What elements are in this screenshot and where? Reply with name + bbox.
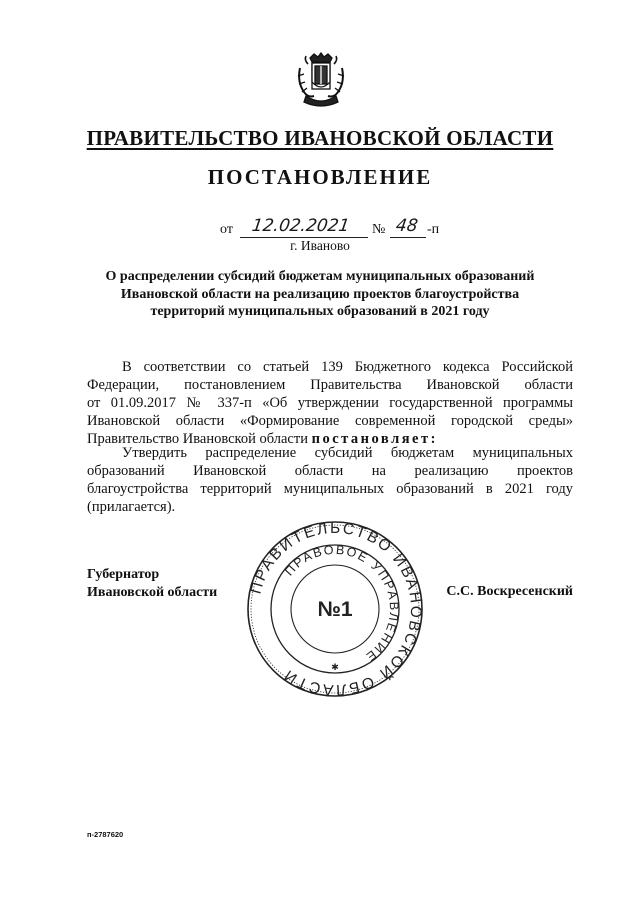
seal-star-icon: ✱: [331, 663, 339, 673]
handwritten-date: 12.02.2021: [250, 216, 351, 236]
seal-center-number: №1: [317, 598, 353, 621]
paragraph-line: образований Ивановской области на реализацию проектов: [87, 463, 573, 479]
footer-code: п-2787620: [87, 830, 124, 839]
handwritten-number: 48: [394, 216, 420, 236]
paragraph-line: благоустройства территорий муниципальных образований в 2021 году: [87, 481, 573, 497]
subject-line: О распределении субсидий бюджетам муниципальных образований: [105, 269, 535, 284]
city: г. Иваново: [290, 238, 350, 253]
date-prefix: от: [220, 222, 233, 237]
official-seal: [246, 520, 424, 698]
preamble-paragraph: [87, 358, 573, 448]
document-type: ПОСТАНОВЛЕНИЕ: [207, 165, 433, 189]
number-suffix: -п: [427, 222, 440, 237]
government-title: ПРАВИТЕЛЬСТВО ИВАНОВСКОЙ ОБЛАСТИ: [86, 126, 554, 150]
subject-line: территорий муниципальных образований в 2021 году: [150, 304, 490, 319]
decree-word: постановляет:: [311, 431, 438, 447]
paragraph-line: В соответствии со статьей 139 Бюджетного кодекса Российской: [122, 359, 573, 375]
paragraph-line: Утвердить распределение субсидий бюджетам муниципальных: [122, 445, 573, 461]
seal-inner-text: ПРАВОВОЕ УПРАВЛЕНИЕ: [282, 542, 402, 665]
ivanovo-coat-of-arms-icon: [294, 52, 348, 110]
number-sign: №: [372, 222, 386, 237]
paragraph-line: от 01.09.2017 № 337-п «Об утверждении государственной программы: [87, 395, 573, 411]
subject-line: Ивановской области на реализацию проектов благоустройства: [120, 286, 520, 302]
paragraph-line: (прилагается).: [87, 499, 176, 515]
paragraph-line: Федерации, постановлением Правительства Ивановской области: [87, 377, 573, 393]
seal-outer-text: ПРАВИТЕЛЬСТВО ИВАНОВСКОЙ ОБЛАСТИ: [247, 520, 424, 698]
registration-line: [220, 216, 460, 240]
signer-position: [87, 566, 217, 602]
document-subject: [80, 268, 560, 321]
signer-region: Ивановской области: [87, 585, 218, 600]
signer-title: Губернатор: [87, 567, 160, 582]
signer-name: С.С. Воскресенский: [446, 584, 573, 599]
decision-paragraph: [87, 444, 573, 516]
paragraph-line: Ивановской области «Формирование современной городской среды»: [87, 413, 573, 429]
decree-subject: Правительство Ивановской области: [87, 431, 308, 447]
